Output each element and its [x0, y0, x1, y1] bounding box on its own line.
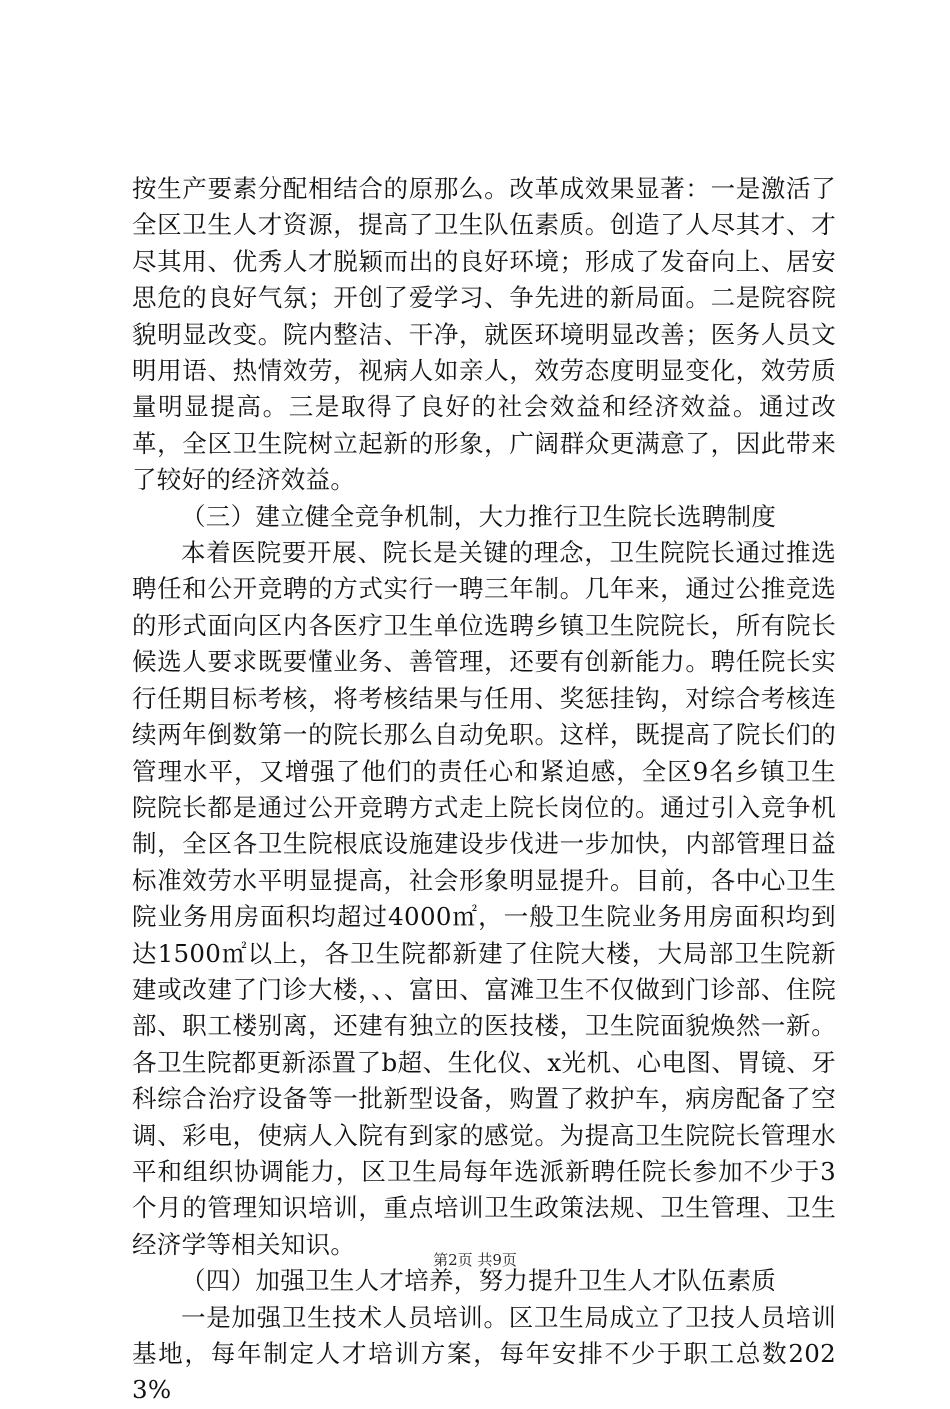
section-heading-4: （四）加强卫生人才培养，努力提升卫生人才队伍素质 [181, 1266, 777, 1296]
section-heading-3: （三）建立健全竞争机制，大力推行卫生院长选聘制度 [181, 501, 777, 531]
page-number-footer: 第2页 共9页 [433, 1251, 517, 1269]
document-body [132, 171, 836, 1409]
paragraph-staff-training: 一是加强卫生技术人员培训。区卫生局成立了卫技人员培训基地，每年制定人才培训方案，每年安排不少于职工总数2023% [132, 1302, 836, 1405]
paragraph-director-selection: 本着医院要开展、院长是关键的理念，卫生院院长通过推选聘任和公开竞聘的方式实行一聘三年制。几年来，通过公推竞选的形式面向区内各医疗卫生单位选聘乡镇卫生院院长，所有院长候选人要求既要懂业务、善管理，还要有创新能力。聘任院长实行任期目标考核，将考核结果与任用、奖惩挂钩，对综合考核连续两年倒数第一的院长那么自动免职。这样，既提高了院长们的管理水平，又增强了他们的责任心和紧迫感，全区9名乡镇卫生院院长都是通过公开竞聘方式走上院长岗位的。通过引入竞争机制，全区各卫生院根底设施建设步伐进一步加快，内部管理日益标准效劳水平明显提高，社会形象明显提升。目前，各中心卫生院业务用房面积均超过4000㎡，一般卫生院业务用房面积均到达1500㎡以上，各卫生院都新建了住院大楼，大局部卫生院新建或改建了门诊大楼，、、富田、富滩卫生不仅做到门诊部、住院部、职工楼别离，还建有独立的医技楼，卫生院面貌焕然一新。各卫生院都更新添置了b超、生化仪、x光机、心电图、胃镜、牙科综合治疗设备等一批新型设备，购置了救护车，病房配备了空调、彩电，使病人入院有到家的感觉。为提高卫生院院长管理水平和组织协调能力，区卫生局每年选派新聘任院长参加不少于3个月的管理知识培训，重点培训卫生政策法规、卫生管理、卫生经济学等相关知识。 [132, 538, 836, 1259]
paragraph-reform-results: 按生产要素分配相结合的原那么。改革成效果显著：一是激活了全区卫生人才资源，提高了卫生队伍素质。创造了人尽其才、才尽其用、优秀人才脱颖而出的良好环境；形成了发奋向上、居安思危的良好气氛；开创了爱学习、争先进的新局面。二是院容院貌明显改变。院内整洁、干净，就医环境明显改善；医务人员文明用语、热情效劳，视病人如亲人，效劳态度明显变化，效劳质量明显提高。三是取得了良好的社会效益和经济效益。通过改革，全区卫生院树立起新的形象，广阔群众更满意了，因此带来了较好的经济效益。 [132, 174, 836, 495]
